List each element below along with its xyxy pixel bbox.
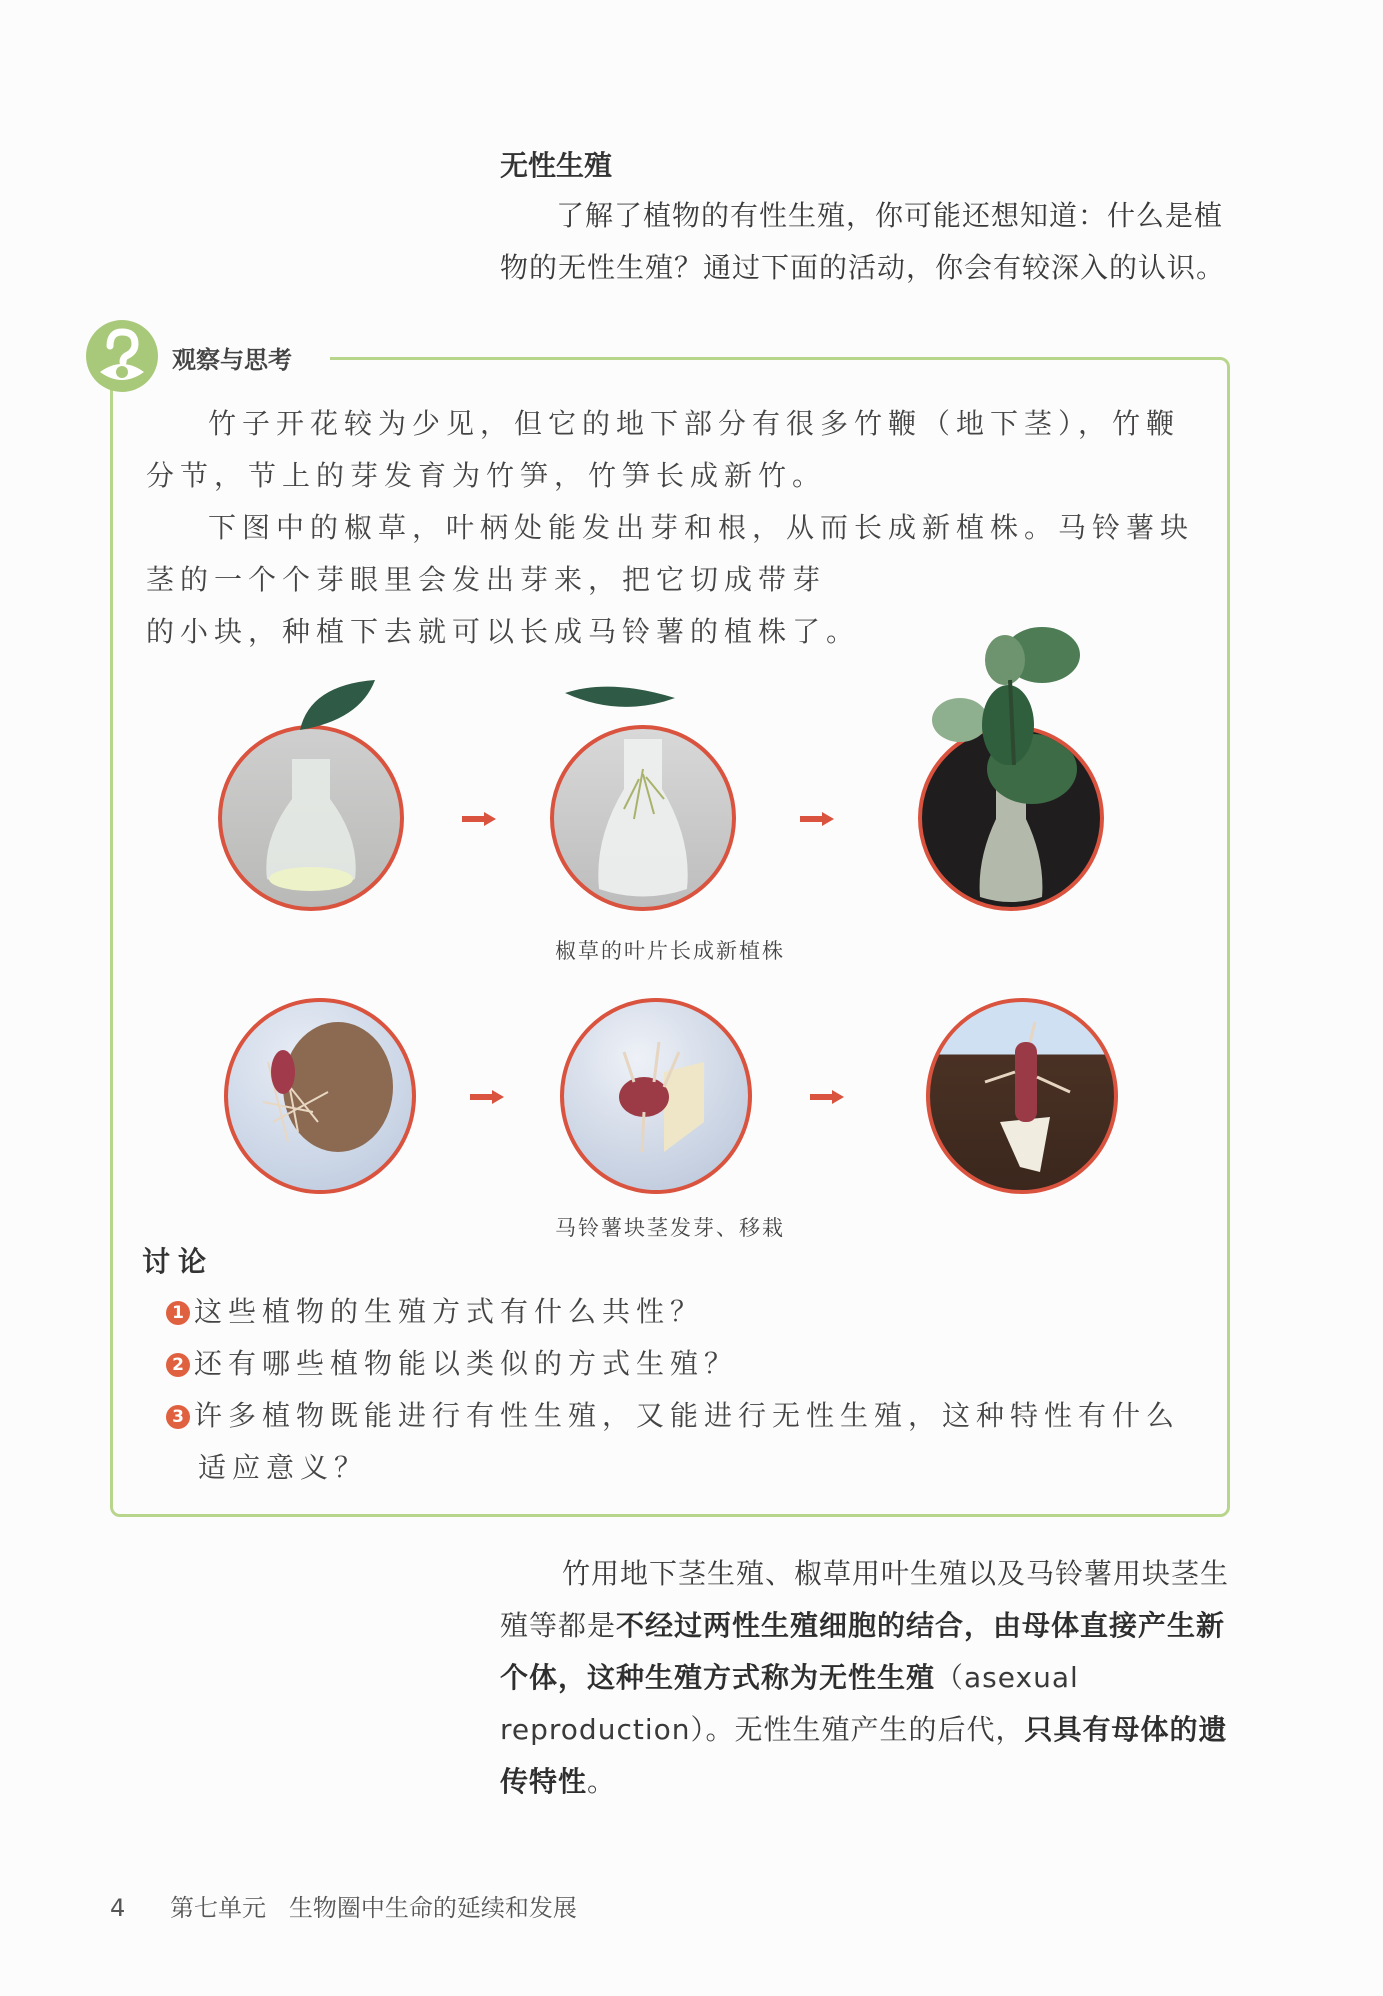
page-number: 4 <box>110 1894 126 1922</box>
arrow-right-icon <box>800 811 834 825</box>
cut-potato-piece-image <box>560 998 752 1194</box>
sprouting-potato-image <box>224 998 416 1194</box>
figure-potato <box>200 990 1140 1220</box>
page-footer <box>110 1888 577 1923</box>
arrow-right-icon <box>462 811 496 825</box>
section-title: 无性生殖 <box>500 149 613 182</box>
leaf-icon <box>560 678 680 718</box>
number-badge-3: 3 <box>166 1405 190 1429</box>
activity-label: 观察与思考 <box>172 346 292 374</box>
leaf-in-flask-image <box>218 725 404 911</box>
unit-title: 生物圈中生命的延续和发展 <box>288 1894 577 1922</box>
definition-text: 不经过两性生殖细胞的结合，由母体直接产生新个体，这种生殖方式称为无性生殖 <box>500 1609 1226 1694</box>
intro-paragraph: 了解了植物的有性生殖，你可能还想知道：什么是植物的无性生殖？通过下面的活动，你会有较深入的认识。 <box>500 199 1226 284</box>
unit-number: 第七单元 <box>170 1894 266 1922</box>
discussion-question-1: 1 这些植物的生殖方式有什么共性？ <box>166 1286 1216 1338</box>
figure-caption-peperomia: 椒草的叶片长成新植株 <box>555 939 785 963</box>
plant-leaves-icon <box>930 620 1100 770</box>
question-eye-icon <box>86 320 158 392</box>
discussion-question-2: 2 还有哪些植物能以类似的方式生殖？ <box>166 1338 1216 1390</box>
number-badge-1: 1 <box>166 1301 190 1325</box>
figure-peperomia <box>200 680 1140 910</box>
activity-paragraph-2: 下图中的椒草，叶柄处能发出芽和根，从而长成新植株。马铃薯块茎的一个个芽眼里会发出芽来，把它切成带芽 <box>146 511 1195 596</box>
discussion-question-3: 3 许多植物既能进行有性生殖，又能进行无性生殖，这种特性有什么 适应意义？ <box>166 1390 1216 1494</box>
leaf-rooting-in-flask-image <box>550 725 736 911</box>
arrow-right-icon <box>470 1089 504 1103</box>
summary-paragraph: 竹用地下茎生殖、椒草用叶生殖以及马铃薯用块茎生殖等都是不经过两性生殖细胞的结合，由母体直接产生新个体，这种生殖方式称为无性生殖（asexual reproduction）。无性生殖产生的后代，只具有母体的遗传特性。 <box>500 1557 1230 1798</box>
leaf-icon <box>290 675 380 735</box>
figure-caption-potato: 马铃薯块茎发芽、移栽 <box>555 1216 785 1240</box>
activity-paragraph-1: 竹子开花较为少见，但它的地下部分有很多竹鞭（地下茎），竹鞭分节，节上的芽发育为竹笋，竹笋长成新竹。 <box>146 407 1181 492</box>
discussion-title: 讨论 <box>142 1245 215 1278</box>
number-badge-2: 2 <box>166 1353 190 1377</box>
arrow-right-icon <box>810 1089 844 1103</box>
potato-planted-in-soil-image <box>926 998 1118 1194</box>
activity-paragraph-3: 的小块，种植下去就可以长成马铃薯的植株了。 <box>146 615 861 648</box>
